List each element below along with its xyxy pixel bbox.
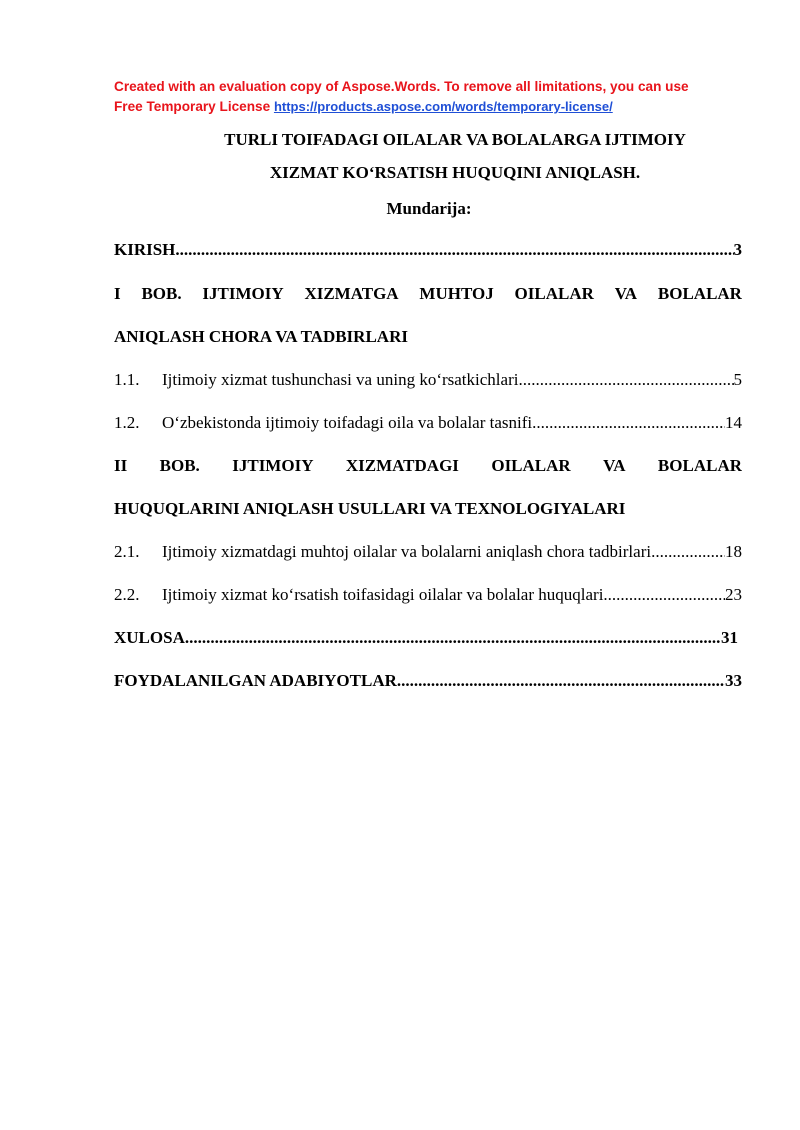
- watermark-license-link[interactable]: https://products.aspose.com/words/temporary-license/: [273, 99, 613, 114]
- toc-page-number: 33: [725, 671, 742, 690]
- chapter-word: BOLALAR: [657, 284, 742, 303]
- toc-entry-1-1[interactable]: [114, 370, 742, 390]
- watermark-line-1: Created with an evaluation copy of Aspose.Words. To remove all limitations, you can use: [114, 79, 689, 94]
- chapter-word: MUHTOJ: [419, 284, 494, 303]
- toc-leader-dots: [532, 413, 725, 433]
- chapter-word: IJTIMOIY: [202, 284, 284, 303]
- toc-section-number: 1.2.: [114, 413, 140, 432]
- chapter-word: BOLALAR: [657, 456, 742, 475]
- evaluation-watermark: [114, 77, 754, 117]
- toc-leader-dots: [175, 240, 733, 260]
- chapter-word: XIZMATDAGI: [345, 456, 459, 475]
- toc-entry-text: Ijtimoiy xizmat tushunchasi va uning ko‘rsatkichlari: [162, 370, 519, 389]
- toc-page-number: 3: [733, 240, 742, 259]
- toc-entry-text: XULOSA: [114, 628, 185, 647]
- toc-entry-intro[interactable]: [114, 240, 742, 260]
- toc-entry-references[interactable]: [114, 671, 742, 691]
- toc-section-number: 1.1.: [114, 370, 140, 389]
- chapter-word: II: [114, 456, 128, 475]
- toc-chapter-2-line-2[interactable]: HUQUQLARINI ANIQLASH USULLARI VA TEXNOLOGIYALARI: [114, 499, 626, 518]
- chapter-word: VA: [614, 284, 638, 303]
- toc-chapter-2-line-1[interactable]: [114, 456, 742, 476]
- toc-chapter-1-line-1[interactable]: [114, 284, 742, 304]
- toc-leader-dots: [603, 585, 725, 605]
- toc-page-number: 14: [725, 413, 742, 432]
- toc-leader-dots: [397, 671, 725, 691]
- contents-heading: Mundarija:: [386, 199, 472, 218]
- chapter-word: IJTIMOIY: [232, 456, 314, 475]
- toc-chapter-1-line-2[interactable]: ANIQLASH CHORA VA TADBIRLARI: [114, 327, 408, 346]
- toc-entry-text: FOYDALANILGAN ADABIYOTLAR: [114, 671, 397, 690]
- document-title-line-2: XIZMAT KO‘RSATISH HUQUQINI ANIQLASH.: [269, 163, 641, 182]
- toc-entry-1-2[interactable]: [114, 413, 742, 433]
- toc-entry-2-2[interactable]: [114, 585, 742, 605]
- toc-page-number: 23: [725, 585, 742, 604]
- chapter-word: I: [114, 284, 121, 303]
- toc-page-number: 18: [725, 542, 742, 561]
- chapter-word: BOB.: [159, 456, 200, 475]
- toc-section-number: 2.1.: [114, 542, 140, 561]
- toc-entry-conclusion[interactable]: [114, 628, 738, 648]
- chapter-word: VA: [603, 456, 626, 475]
- toc-entry-text: KIRISH: [114, 240, 176, 259]
- document-title-line-1: TURLI TOIFADAGI OILALAR VA BOLALARGA IJTIMOIY: [224, 130, 686, 149]
- toc-page-number: 5: [733, 370, 742, 389]
- toc-leader-dots: [651, 542, 725, 562]
- toc-leader-dots: [518, 370, 733, 390]
- chapter-word: OILALAR: [491, 456, 571, 475]
- toc-leader-dots: [185, 628, 721, 648]
- watermark-license-text: Free Temporary License: [114, 99, 271, 114]
- toc-section-number: 2.2.: [114, 585, 140, 604]
- chapter-word: OILALAR: [514, 284, 594, 303]
- watermark-line-2: [114, 97, 754, 117]
- toc-entry-text: Ijtimoiy xizmat ko‘rsatish toifasidagi oilalar va bolalar huquqlari: [162, 585, 604, 604]
- chapter-word: BOB.: [141, 284, 182, 303]
- toc-page-number: 31: [721, 628, 738, 647]
- toc-entry-text: Ijtimoiy xizmatdagi muhtoj oilalar va bolalarni aniqlash chora tadbirlari: [162, 542, 652, 561]
- toc-entry-2-1[interactable]: [114, 542, 742, 562]
- chapter-word: XIZMATGA: [304, 284, 399, 303]
- toc-entry-text: O‘zbekistonda ijtimoiy toifadagi oila va bolalar tasnifi: [162, 413, 533, 432]
